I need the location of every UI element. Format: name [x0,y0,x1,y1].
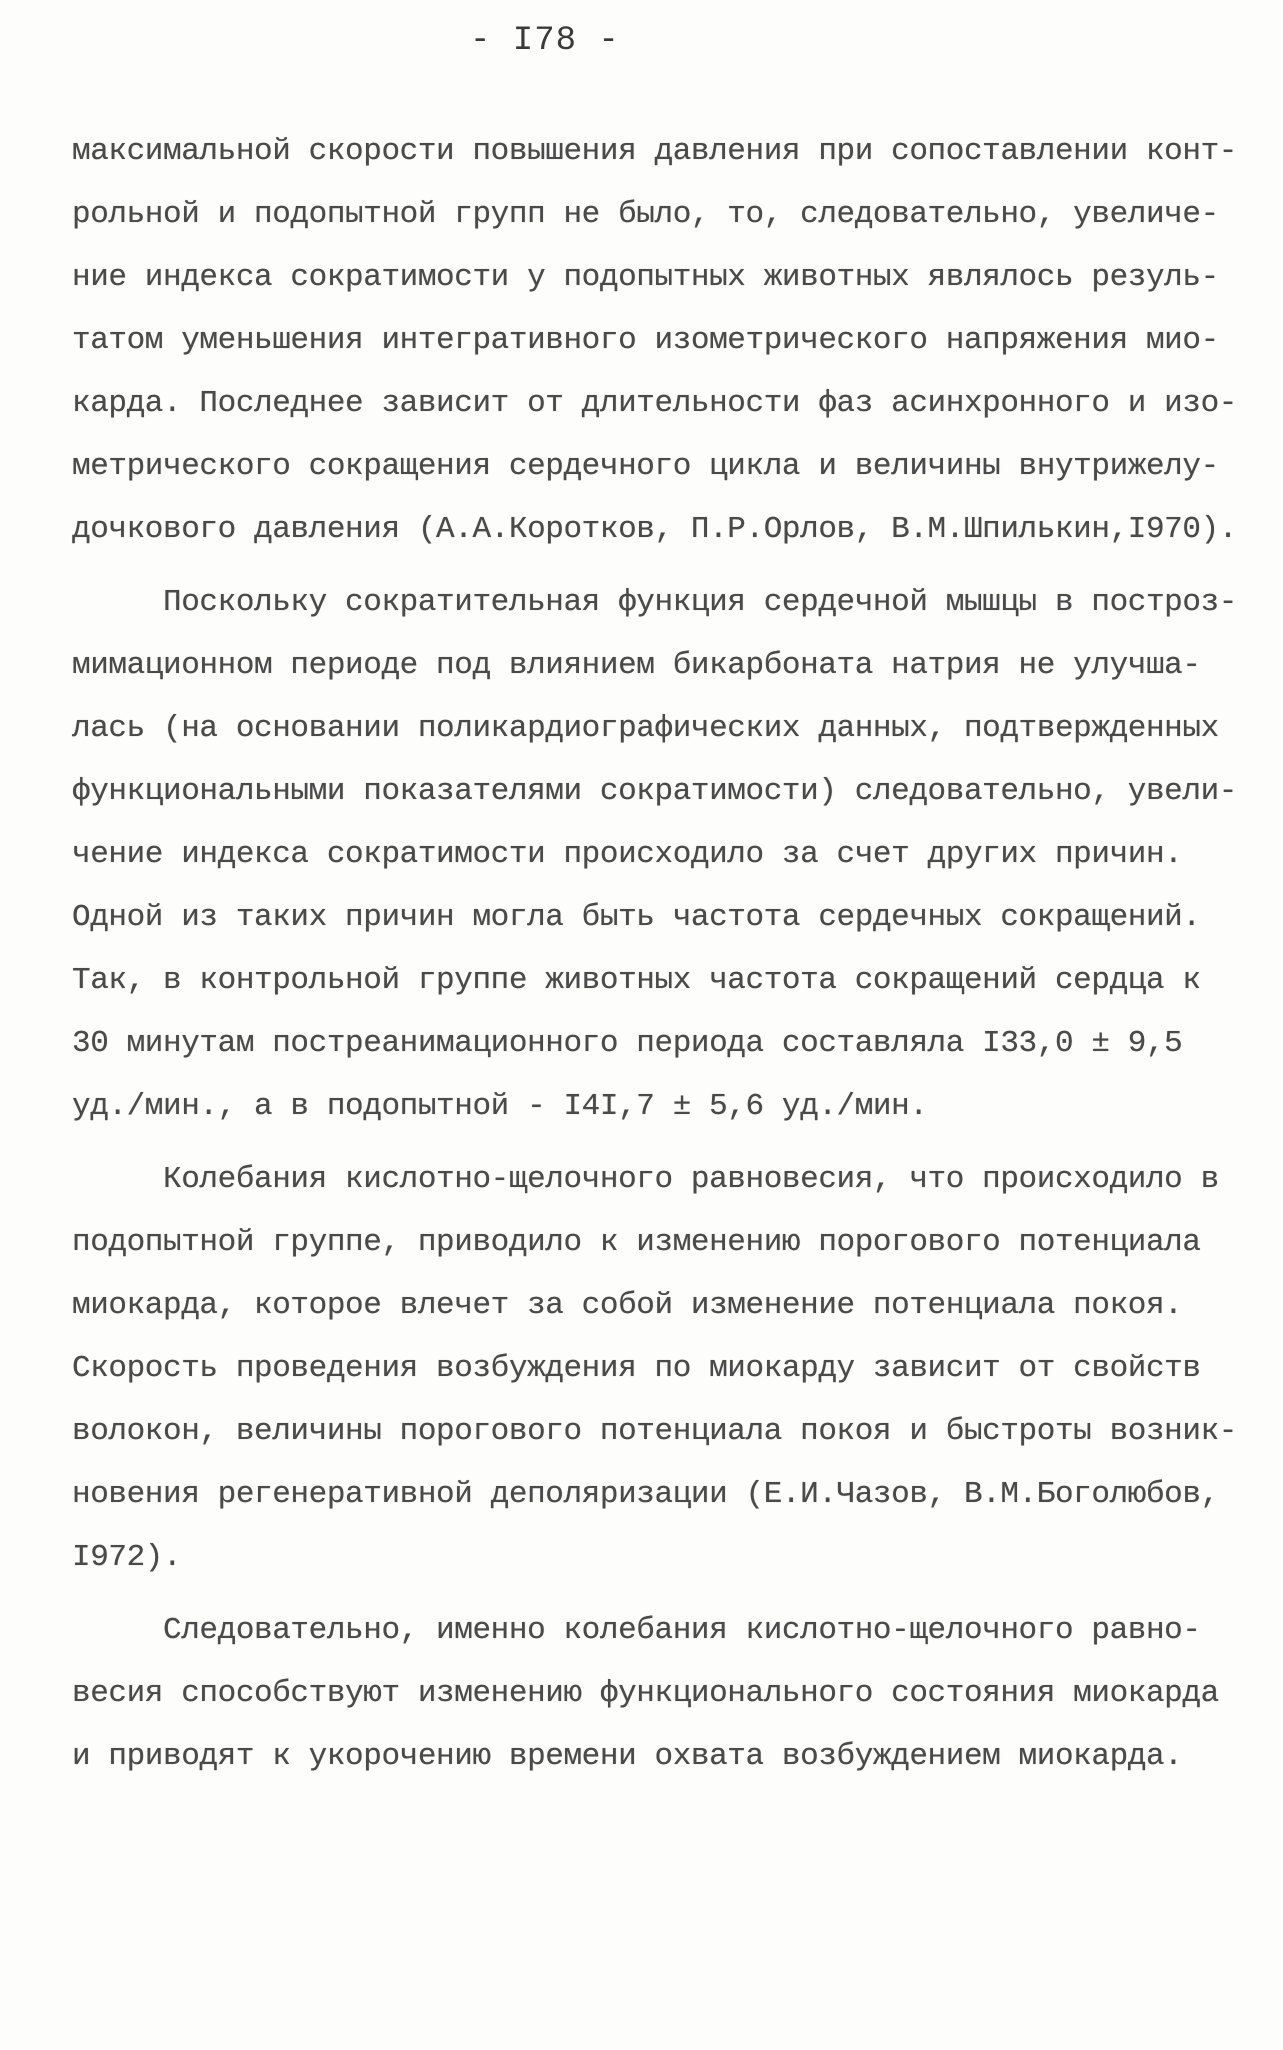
paragraph-gap [72,1589,1202,1599]
text-line: Скорость проведения возбуждения по миокарду зависит от свойств [72,1351,1201,1386]
text-line: волокон, величины порогового потенциала покоя и быстроты возник- [72,1414,1237,1449]
paragraph [72,120,1237,561]
text-line: Следовательно, именно колебания кислотно-щелочного равно- [72,1613,1201,1648]
text-line: татом уменьшения интегративного изометрического напряжения мио- [72,323,1219,358]
text-line: новения регенеративной деполяризации (Е.И.Чазов, В.М.Боголюбов, [72,1477,1219,1512]
text-line: I972). [72,1540,182,1575]
paragraph [72,1599,1219,1788]
text-line: Поскольку сократительная функция сердечной мышцы в построз- [72,585,1237,620]
paragraph [72,1148,1237,1589]
text-line: и приводят к укорочению времени охвата возбуждением миокарда. [72,1739,1183,1774]
text-line: 30 минутам постреанимационного периода составляла I33,0 ± 9,5 [72,1026,1183,1061]
text-line: миокарда, которое влечет за собой изменение потенциала покоя. [72,1288,1183,1323]
text-line: уд./мин., а в подопытной - I4I,7 ± 5,6 уд./мин. [72,1089,928,1124]
body-text [72,120,1237,1788]
text-line: Так, в контрольной группе животных частота сокращений сердца к [72,963,1201,998]
text-line: функциональными показателями сократимости) следовательно, увели- [72,774,1237,809]
text-line: чение индекса сократимости происходило за счет других причин. [72,837,1183,872]
text-line: максимальной скорости повышения давления при сопоставлении конт- [72,134,1237,169]
paragraph [72,571,1237,1138]
text-line: Одной из таких причин могла быть частота сердечных сокращений. [72,900,1201,935]
text-line: весия способствуют изменению функционального состояния миокарда [72,1676,1219,1711]
text-line: метрического сокращения сердечного цикла и величины внутрижелу- [72,449,1219,484]
page-number: - I78 - [470,22,620,60]
text-line: ние индекса сократимости у подопытных животных являлось резуль- [72,260,1219,295]
text-line: подопытной группе, приводило к изменению порогового потенциала [72,1225,1201,1260]
text-line: Колебания кислотно-щелочного равновесия, что происходило в [72,1162,1219,1197]
paragraph-gap [72,1138,1202,1148]
text-line: карда. Последнее зависит от длительности фаз асинхронного и изо- [72,386,1237,421]
paragraph-gap [72,561,1202,571]
text-line: дочкового давления (А.А.Коротков, П.Р.Орлов, В.М.Шпилькин,I970). [72,512,1237,547]
text-line: мимационном периоде под влиянием бикарбоната натрия не улучша- [72,648,1201,683]
text-line: рольной и подопытной групп не было, то, следовательно, увеличе- [72,197,1219,232]
text-line: лась (на основании поликардиографических данных, подтвержденных [72,711,1219,746]
